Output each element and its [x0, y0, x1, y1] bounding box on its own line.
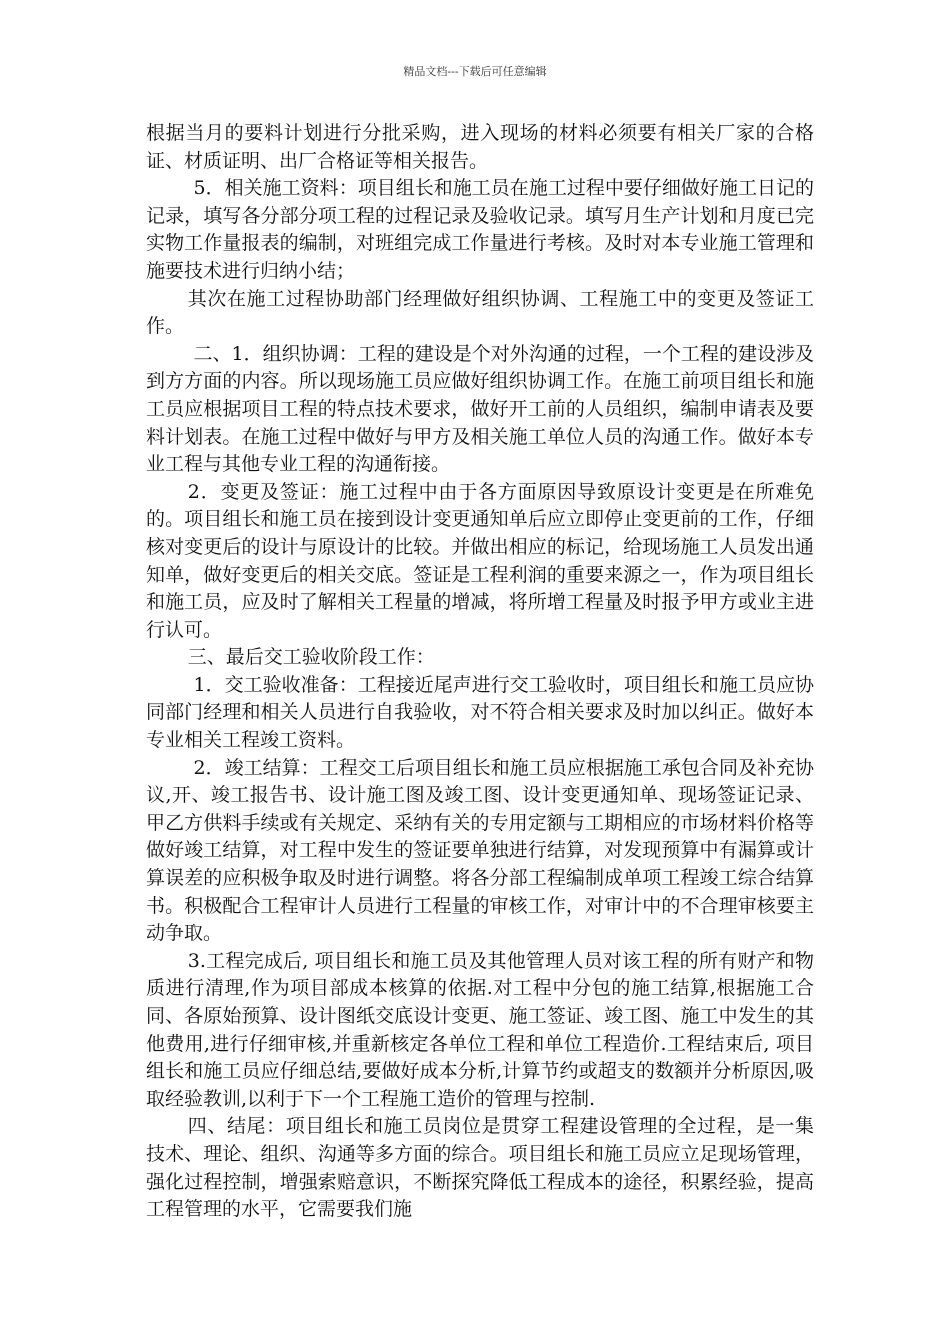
- paragraph-organization: 二、1．组织协调：工程的建设是个对外沟通的过程，一个工程的建设涉及到方方面的内容。所以现场施工员应做好组织协调工作。在施工前项目组长和施工员应根据项目工程的特点技术要求，做好开工前的人员组织，编制申请表及要料计划表。在施工过程中做好与甲方及相关施工单位人员的沟通工作。做好本专业工程与其他专业工程的沟通衔接。: [146, 342, 814, 476]
- paragraph-construction-docs: 5．相关施工资料：项目组长和施工员在施工过程中要仔细做好施工日记的记录，填写各分部分项工程的过程记录及验收记录。填写月生产计划和月度已完实物工作量报表的编制，对班组完成工作量进行考核。及时对本专业施工管理和施要技术进行归纳小结；: [146, 177, 814, 282]
- paragraph-change-visa: 2．变更及签证：施工过程中由于各方面原因导致原设计变更是在所难免的。项目组长和施工员在接到设计变更通知单后应立即停止变更前的工作，仔细核对变更后的设计与原设计的比较。并做出相应的标记，给现场施工人员发出通知单，做好变更后的相关交底。签证是工程利润的重要来源之一，作为项目组长和施工员，应及时了解相关工程量的增减，将所增工程量及时报予甲方或业主进行认可。: [146, 480, 814, 641]
- paragraph-materials: 根据当月的要料计划进行分批采购，进入现场的材料必须要有相关厂家的合格证、材质证明、出厂合格证等相关报告。: [146, 122, 814, 172]
- paragraph-acceptance-prep: 1．交工验收准备：工程接近尾声进行交工验收时，项目组长和施工员应协同部门经理和相关人员进行自我验收，对不符合相关要求及时加以纠正。做好本专业相关工程竣工资料。: [146, 673, 814, 752]
- paragraph-conclusion: 四、结尾：项目组长和施工员岗位是贯穿工程建设管理的全过程，是一集技术、理论、组织、沟通等多方面的综合。项目组长和施工员应立足现场管理，强化过程控制，增强索赔意识，不断探究降低工程成本的途径，积累经验，提高工程管理的水平，它需要我们施: [146, 1115, 814, 1221]
- document-body: [146, 120, 814, 1224]
- paragraph-cost-accounting: 3.工程完成后, 项目组长和施工员及其他管理人员对该工程的所有财产和物质进行清理,作为项目部成本核算的依据.对工程中分包的施工结算,根据施工合同、各原始预算、设计图纸交底设计变更、施工签证、竣工图、施工中发生的其他费用,进行仔细审核,并重新核定各单位工程和单位工程造价.工程结束后, 项目组长和施工员应仔细总结,要做好成本分析,计算节约或超支的数额并分析原因,吸取经验教训,以利于下一个工程施工造价的管理与控制.: [146, 949, 814, 1110]
- section-heading-acceptance: 三、最后交工验收阶段工作：: [187, 646, 435, 669]
- paragraph-settlement: 2．竣工结算：工程交工后项目组长和施工员应根据施工承包合同及补充协议,开、竣工报告书、设计施工图及竣工图、设计变更通知单、现场签证记录、甲乙方供料手续或有关规定、采纳有关的专用定额与工期相应的市场材料价格等做好竣工结算，对工程中发生的签证要单独进行结算，对发现预算中有漏算或计算误差的应积极争取及时进行调整。将各分部工程编制成单项工程竣工综合结算书。积极配合工程审计人员进行工程量的审核工作，对审计中的不合理审核要主动争取。: [146, 756, 814, 945]
- page-header: 精品文档---下载后可任意编辑: [403, 65, 547, 78]
- paragraph-coordination-intro: 其次在施工过程协助部门经理做好组织协调、工程施工中的变更及签证工作。: [146, 287, 814, 338]
